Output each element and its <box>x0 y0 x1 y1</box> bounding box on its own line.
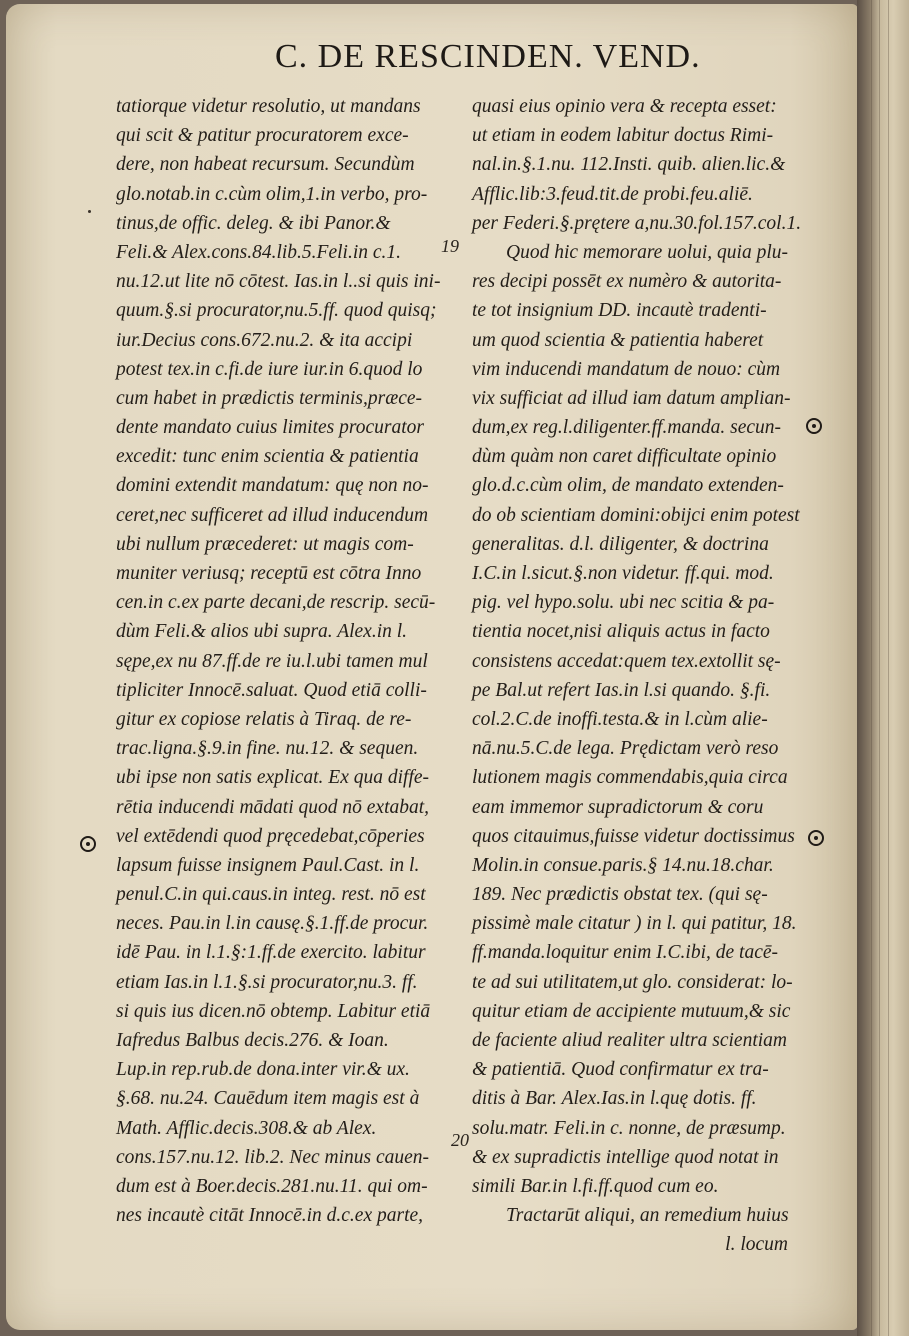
right-column-line: pe Bal.ut refert Ias.in l.si quando. §.fi. <box>472 679 771 701</box>
right-column-line: Afflic.lib:3.feud.tit.de probi.feu.aliē. <box>472 183 753 205</box>
right-column-line: col.2.C.de inoffi.testa.& in l.cùm alie- <box>472 708 768 730</box>
left-column-line: etiam Ias.in l.1.§.si procurator,nu.3. ff. <box>116 971 418 993</box>
left-column-line: cum habet in prædictis terminis,præce- <box>116 387 423 409</box>
right-column-line: do ob scientiam domini:obijci enim potest <box>472 504 800 526</box>
right-column-line: solu.matr. Feli.in c. nonne, de præsump. <box>472 1117 786 1139</box>
left-column-line: excedit: tunc enim scientia & patientia <box>116 446 419 468</box>
left-column-line: dente mandato cuius limites procurator <box>116 417 425 439</box>
right-column-line: quasi eius opinio vera & recepta esset: <box>472 96 777 117</box>
left-column-line: qui scit & patitur procuratorem exce- <box>116 125 409 147</box>
left-column-line: sępe,ex nu 87.ff.de re iu.l.ubi tamen mul <box>116 650 428 672</box>
right-column-line: Tractarūt aliqui, an remedium huius <box>506 1205 789 1227</box>
left-column-line: tinus,de offic. deleg. & ibi Panor.& <box>116 212 391 234</box>
left-column-line: muniter veriusq; receptū est cōtra Inno <box>116 563 422 584</box>
left-text-column <box>116 92 440 1230</box>
right-column-line: glo.d.c.cùm olim, de mandato extenden- <box>472 475 784 497</box>
left-column-line: si quis ius dicen.nō obtemp. Labitur etiā <box>116 1000 431 1022</box>
right-column-line: & patientiā. Quod confirmatur ex tra- <box>472 1059 769 1081</box>
left-column-line: dere, non habeat recursum. Secundùm <box>116 154 415 176</box>
left-column-line: gitur ex copiose relatis à Tiraq. de re- <box>116 708 412 730</box>
left-column-line: glo.notab.in c.cùm olim,1.in verbo, pro- <box>116 183 428 205</box>
circle-dot-marker-icon <box>806 418 822 434</box>
right-column-line: vim inducendi mandatum de nouo: cùm <box>472 358 781 380</box>
left-column-line: Feli.& Alex.cons.84.lib.5.Feli.in c.1. <box>116 241 402 263</box>
right-column-line: vix sufficiat ad illud iam datum amplian- <box>472 387 791 409</box>
right-column-line: ditis à Bar. Alex.Ias.in l.quę dotis. ff. <box>472 1088 757 1110</box>
left-column-line: Iafredus Balbus decis.276. & Ioan. <box>116 1030 389 1051</box>
left-column-line: dum est à Boer.decis.281.nu.11. qui om- <box>116 1175 428 1197</box>
left-column-line: ubi ipse non satis explicat. Ex qua diffe- <box>116 767 430 789</box>
margin-number-19: 19 <box>441 236 459 256</box>
right-column-line: ut etiam in eodem labitur doctus Rimi- <box>472 125 774 147</box>
right-column-line: I.C.in l.sicut.§.non videtur. ff.qui. mod. <box>472 563 774 584</box>
right-column-line: consistens accedat:quem tex.extollit sę- <box>472 650 781 672</box>
left-column-line: vel extēdendi quod pręcedebat,cōperies <box>116 825 425 847</box>
left-column-line: penul.C.in qui.caus.in integ. rest. nō est <box>116 884 426 906</box>
left-column-line: lapsum fuisse insignem Paul.Cast. in l. <box>116 854 420 876</box>
circle-dot-marker-icon <box>80 836 96 852</box>
right-column-line: de faciente aliud realiter ultra scientiam <box>472 1030 788 1051</box>
left-column-line: neces. Pau.in l.in causę.§.1.ff.de procur. <box>116 913 429 935</box>
circle-dot-marker-icon <box>808 830 824 846</box>
right-column-line: dùm quàm non caret difficultate opinio <box>472 446 777 468</box>
right-column-line: 189. Nec prædictis obstat tex. (qui sę- <box>472 884 768 906</box>
left-column-line: §.68. nu.24. Cauēdum item magis est à <box>116 1088 420 1110</box>
running-head: C. DE RESCINDEN. VEND. <box>275 38 701 75</box>
left-column-line: trac.ligna.§.9.in fine. nu.12. & sequen. <box>116 738 419 760</box>
right-column-line: ff.manda.loquitur enim I.C.ibi, de tacē- <box>472 942 779 964</box>
right-column-line: te ad sui utilitatem,ut glo. considerat: lo- <box>472 971 793 993</box>
right-column-line: eam immemor supradictorum & coru <box>472 796 764 818</box>
right-column-line: pissimè male citatur ) in l. qui patitur, 18. <box>472 913 797 935</box>
ink-speck <box>88 210 91 213</box>
right-text-column <box>472 92 801 1260</box>
left-column-line: quum.§.si procurator,nu.5.ff. quod quisq; <box>116 300 437 322</box>
left-column-line: domini extendit mandatum: quę non no- <box>116 475 429 497</box>
left-column-line: nu.12.ut lite nō cōtest. Ias.in l..si quis ini- <box>116 271 441 293</box>
right-column-line: quos citauimus,fuisse videtur doctissimus <box>472 825 795 847</box>
left-column-line: cons.157.nu.12. lib.2. Nec minus cauen- <box>116 1146 430 1168</box>
right-column-line: & ex supradictis intellige quod notat in <box>472 1146 779 1168</box>
right-column-line: simili Bar.in l.fi.ff.quod cum eo. <box>472 1175 719 1197</box>
left-column-line: Math. Afflic.decis.308.& ab Alex. <box>116 1117 377 1139</box>
left-column-line: dùm Feli.& alios ubi supra. Alex.in l. <box>116 621 408 643</box>
right-column-line: lutionem magis commendabis,quia circa <box>472 767 788 789</box>
right-column-line: te tot insignium DD. incautè tradenti- <box>472 300 767 322</box>
right-column-line: dum,ex reg.l.diligenter.ff.manda. secun- <box>472 417 782 439</box>
right-column-line: Quod hic memorare uolui, quia plu- <box>506 241 788 263</box>
left-column-line: tipliciter Innocē.saluat. Quod etiā colli- <box>116 679 427 701</box>
left-column-line: potest tex.in c.fi.de iure iur.in 6.quod lo <box>116 358 423 380</box>
right-column-line: tientia nocet,nisi aliquis actus in facto <box>472 621 770 643</box>
left-column-line: idē Pau. in l.1.§:1.ff.de exercito. labitur <box>116 942 426 964</box>
right-column-line: generalitas. d.l. diligenter, & doctrina <box>472 533 769 555</box>
page-edge <box>857 0 909 1336</box>
left-column-line: ubi nullum præcederet: ut magis com- <box>116 533 414 555</box>
left-column-line: iur.Decius cons.672.nu.2. & ita accipi <box>116 329 413 351</box>
right-column-line: nā.nu.5.C.de lega. Prędictam verò reso <box>472 738 779 760</box>
right-column-line: l. locum <box>725 1234 788 1256</box>
right-column-line: per Federi.§.prętere a,nu.30.fol.157.col.1. <box>472 212 802 234</box>
left-column-line: tatiorque videtur resolutio, ut mandans <box>116 96 421 117</box>
margin-number-20: 20 <box>451 1130 469 1150</box>
right-column-line: um quod scientia & patientia haberet <box>472 329 764 351</box>
left-column-line: ceret,nec sufficeret ad illud inducendum <box>116 504 429 526</box>
right-column-line: pig. vel hypo.solu. ubi nec scitia & pa- <box>472 592 775 614</box>
left-column-line: Lup.in rep.rub.de dona.inter vir.& ux. <box>116 1059 410 1081</box>
right-column-line: quitur etiam de accipiente mutuum,& sic <box>472 1000 791 1022</box>
left-column-line: cen.in c.ex parte decani,de rescrip. secū- <box>116 592 436 614</box>
left-column-line: rētia inducendi mādati quod nō extabat, <box>116 796 430 818</box>
left-column-line: nes incautè citāt Innocē.in d.c.ex parte, <box>116 1205 424 1227</box>
right-column-line: Molin.in consue.paris.§ 14.nu.18.char. <box>472 854 774 876</box>
right-column-line: res decipi possēt ex numèro & autorita- <box>472 271 782 293</box>
right-column-line: nal.in.§.1.nu. 112.Insti. quib. alien.lic.& <box>472 154 786 176</box>
